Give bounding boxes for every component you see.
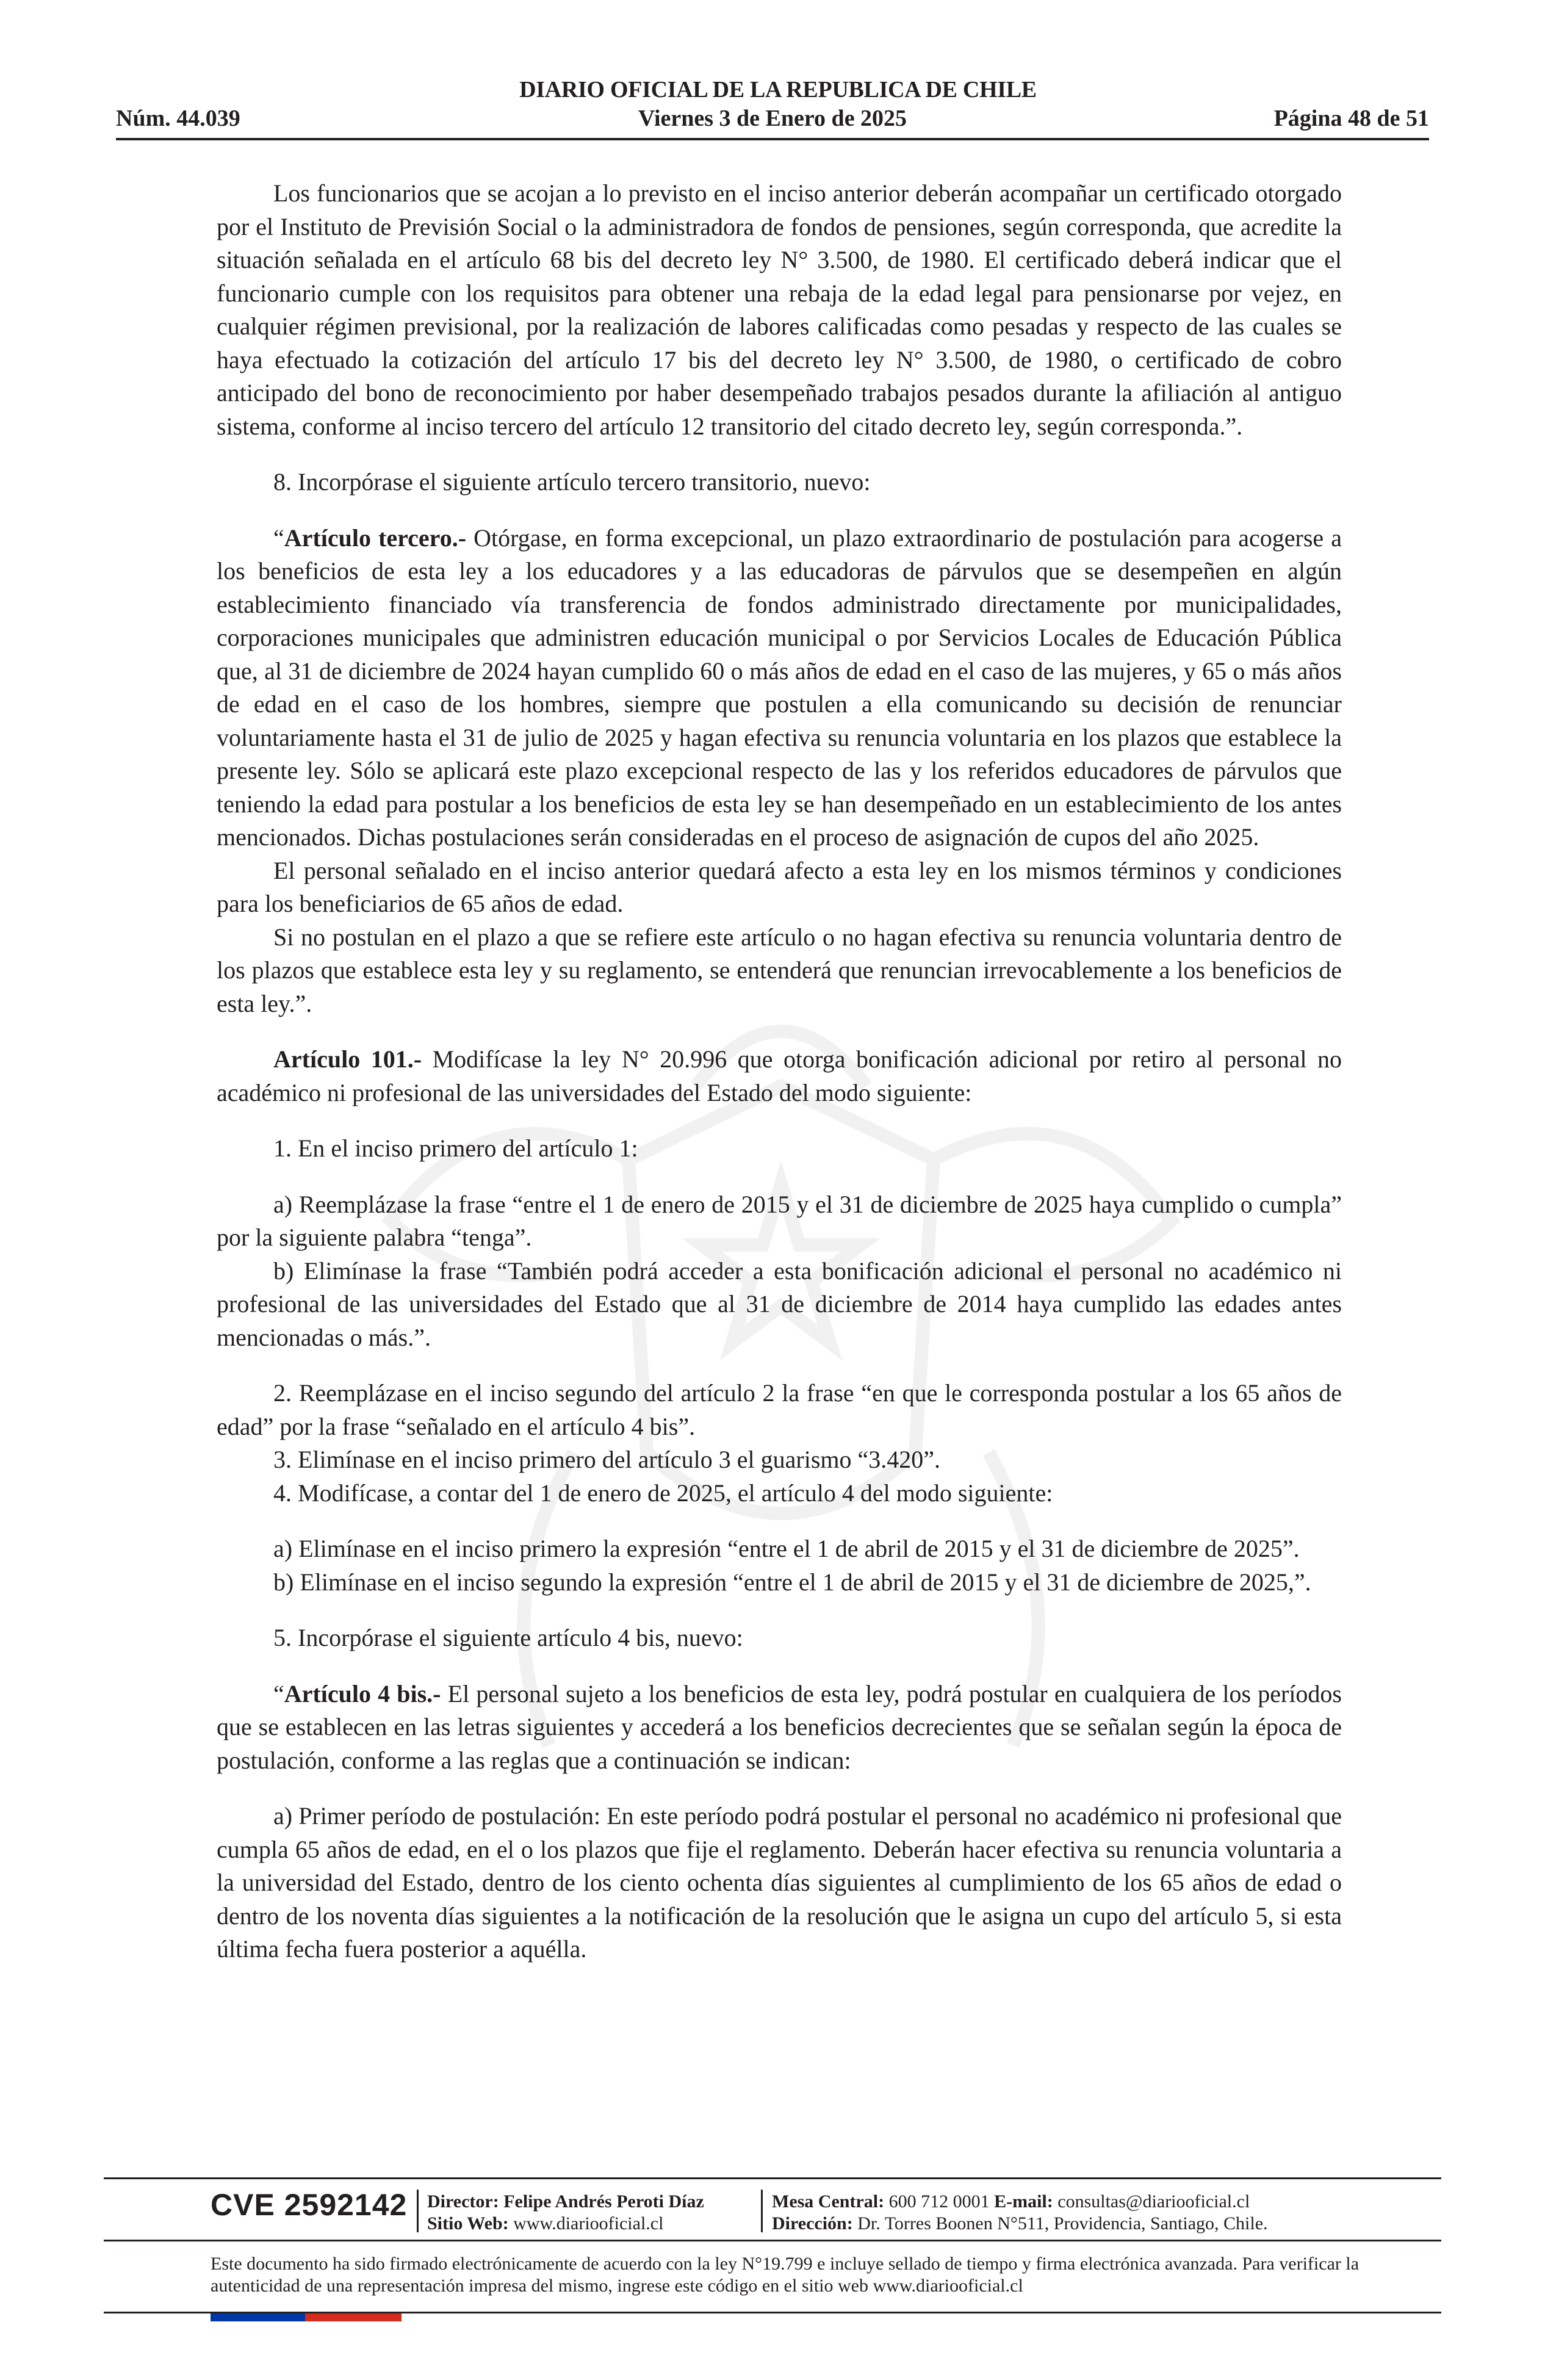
address-value: Dr. Torres Boonen N°511, Providencia, Santiago, Chile. [857, 2213, 1268, 2234]
signature-notice: Este documento ha sido firmado electrónicamente de acuerdo con la ley N°19.799 e incluye sellado de tiempo y firma electrónica avanzada. Para verificar la autenticidad de una representación impresa del mismo, ingrese este código en el sitio web www.diariooficial.cl [211, 2254, 1360, 2296]
footer-divider-middle [104, 2240, 1441, 2241]
article-heading-tercero: Artículo tercero.- [284, 524, 467, 552]
phone-label: Mesa Central: [772, 2191, 885, 2212]
header-row [116, 105, 1429, 135]
email-link[interactable]: consultas@diariooficial.cl [1057, 2191, 1250, 2212]
footer-director-block [427, 2191, 704, 2235]
website-link[interactable]: www.diariooficial.cl [513, 2213, 664, 2234]
issue-date: Viernes 3 de Enero de 2025 [638, 106, 907, 131]
article-text-4-bis: El personal sujeto a los beneficios de esta ley, podrá postular en cualquiera de los períodos que se establecen en las letras siguientes y accederá a los beneficios decrecientes que se señalan según la época de postulación, conforme a las reglas que a continuación se indican: [217, 1679, 1342, 1774]
paragraph-certificado: Los funcionarios que se acojan a lo previsto en el inciso anterior deberán acompañar un certificado otorgado por el Instituto de Previsión Social o la administradora de fondos de pensiones, según corresponda, que acredite la situación señalada en el artículo 68 bis del decreto ley N° 3.500, de 1980. El certificado deberá indicar que el funcionario cumple con los requisitos para obtener una rebaja de la edad legal para pensionarse por vejez, en cualquier régimen previsional, por la realización de labores calificadas como pesadas y respecto de las cuales se haya efectuado la cotización del artículo 17 bis del decreto ley N° 3.500, de 1980, o certificado de cobro anticipado del bono de reconocimiento por haber desempeñado trabajos pesados durante la afiliación al antiguo sistema, conforme al inciso tercero del artículo 12 transitorio del citado decreto ley, según corresponda.”. [217, 179, 1342, 440]
paragraph-item-1a: a) Reemplázase la frase “entre el 1 de enero de 2015 y el 31 de diciembre de 2025 haya cumplido o cumpla” por la siguiente palabra “tenga”. [217, 1190, 1342, 1251]
address-label: Dirección: [772, 2213, 853, 2234]
paragraph-primer-periodo: a) Primer período de postulación: En este período podrá postular el personal no académico ni profesional que cumpla 65 años de edad, en el o los plazos que fije el reglamento. Deberán hacer efectiva su renuncia voluntaria a la universidad del Estado, dentro de los ciento ochenta días siguientes al cumplimiento de los 65 años de edad o dentro de los noventa días siguientes a la notificación de la resolución que le asigna un cupo del artículo 5, si esta última fecha fuera posterior a aquélla. [217, 1802, 1342, 1963]
open-quote: “ [273, 524, 284, 552]
phone-number: 600 712 0001 [888, 2191, 990, 2212]
newspaper-title: DIARIO OFICIAL DE LA REPUBLICA DE CHILE [519, 77, 1037, 103]
issue-number: Núm. 44.039 [116, 106, 240, 131]
paragraph-item-8: 8. Incorpórase el siguiente artículo tercero transitorio, nuevo: [273, 468, 871, 496]
article-text-101: Modifícase la ley N° 20.996 que otorga bonificación adicional por retiro al personal no académico ni profesional de las universidades del Estado del modo siguiente: [217, 1045, 1342, 1106]
paragraph-item-5: 5. Incorpórase el siguiente artículo 4 bis, nuevo: [273, 1624, 743, 1651]
flag-stripe-blue [211, 2313, 305, 2321]
page-number: Página 48 de 51 [1273, 106, 1429, 131]
footer-separator [761, 2190, 763, 2232]
email-label: E-mail: [994, 2191, 1053, 2212]
paragraph-item-3: 3. Elimínase en el inciso primero del artículo 3 el guarismo “3.420”. [273, 1446, 941, 1473]
document-body [217, 177, 1342, 1966]
footer-divider-top [104, 2177, 1441, 2179]
paragraph-articulo-101 [217, 1043, 1342, 1109]
header-divider [116, 138, 1429, 140]
paragraph-articulo-4-bis [217, 1678, 1342, 1778]
director-label: Director: [427, 2191, 499, 2212]
paragraph-item-4a: a) Elimínase en el inciso primero la expresión “entre el 1 de abril de 2015 y el 31 de diciembre de 2025”. [273, 1535, 1300, 1562]
paragraph-item-4b: b) Elimínase en el inciso segundo la expresión “entre el 1 de abril de 2015 y el 31 de diciembre de 2025,”. [273, 1568, 1311, 1596]
article-heading-4-bis: Artículo 4 bis.- [284, 1679, 441, 1707]
paragraph-item-2: 2. Reemplázase en el inciso segundo del artículo 2 la frase “en que le corresponda postular a los 65 años de edad” por la frase “señalado en el artículo 4 bis”. [217, 1379, 1342, 1440]
footer-contact-block [772, 2191, 1268, 2235]
paragraph-articulo-tercero [217, 522, 1342, 854]
paragraph-item-4: 4. Modifícase, a contar del 1 de enero de 2025, el artículo 4 del modo siguiente: [273, 1479, 1053, 1507]
cve-code: CVE 2592142 [211, 2188, 408, 2222]
article-heading-101: Artículo 101.- [273, 1045, 422, 1073]
website-label: Sitio Web: [427, 2213, 509, 2234]
director-name: Felipe Andrés Peroti Díaz [503, 2191, 704, 2212]
paragraph-personal-afecto: El personal señalado en el inciso anterior quedará afecto a esta ley en los mismos términos y condiciones para los beneficiarios de 65 años de edad. [217, 856, 1342, 917]
paragraph-no-postulan: Si no postulan en el plazo a que se refiere este artículo o no hagan efectiva su renuncia voluntaria dentro de los plazos que establece esta ley y su reglamento, se entenderá que renuncian irrevocablemente a los beneficios de esta ley.”. [217, 923, 1342, 1017]
open-quote: “ [273, 1679, 284, 1707]
article-text-tercero: Otórgase, en forma excepcional, un plazo extraordinario de postulación para acogerse a los beneficios de esta ley a los educadores y a las educadoras de párvulos que se desempeñen en algún establecimiento financiado vía transferencia de fondos administrado directamente por municipalidades, corporaciones municipales que administren educación municipal o por Servicios Locales de Educación Pública que, al 31 de diciembre de 2024 hayan cumplido 60 o más años de edad en el caso de las mujeres, y 65 o más años de edad en el caso de los hombres, siempre que postulen a ella comunicando su decisión de renunciar voluntariamente hasta el 31 de julio de 2025 y hagan efectiva su renuncia voluntaria en los plazos que establece la presente ley. Sólo se aplicará este plazo excepcional respecto de las y los referidos educadores de párvulos que teniendo la edad para postular a los beneficios de esta ley se han desempeñado en un establecimiento de los antes mencionados. Dichas postulaciones serán consideradas en el proceso de asignación de cupos del año 2025. [217, 524, 1342, 851]
paragraph-item-1: 1. En el inciso primero del artículo 1: [273, 1134, 638, 1162]
footer-separator [417, 2190, 419, 2232]
paragraph-item-1b: b) Elimínase la frase “También podrá acceder a esta bonificación adicional el personal no académico ni profesional de las universidades del Estado que al 31 de diciembre de 2014 haya cumplido las edades antes mencionadas o más.”. [217, 1257, 1342, 1351]
flag-stripe-red [305, 2313, 402, 2321]
